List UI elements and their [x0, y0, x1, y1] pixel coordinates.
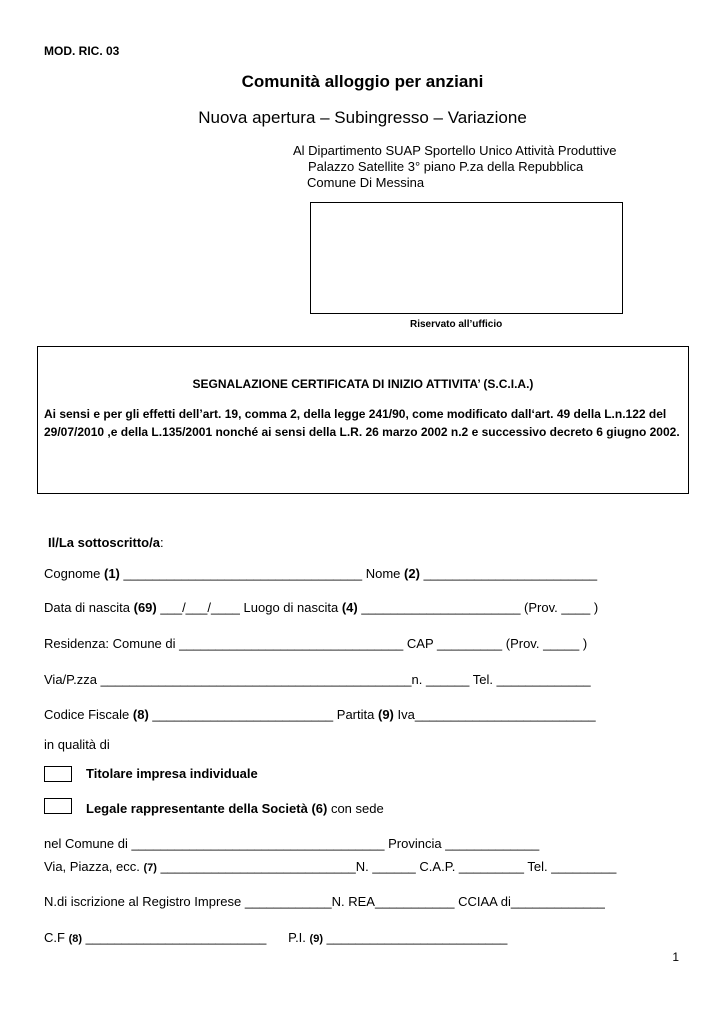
prov-nascita-field[interactable]: (Prov. ____ ) — [524, 600, 599, 615]
comune-field[interactable]: ___________________________________ — [131, 836, 385, 851]
data-nascita-field[interactable]: ___/___/____ — [160, 600, 240, 615]
tel-field[interactable]: _____________ — [496, 672, 591, 687]
row-sede-via — [44, 859, 616, 874]
ref-9: (9) — [377, 707, 394, 722]
pi-field[interactable]: _________________________ — [326, 930, 508, 945]
residenza-field[interactable]: _______________________________ — [179, 636, 404, 651]
legale-row — [86, 801, 384, 816]
registro-field[interactable]: ____________ — [244, 894, 332, 909]
row-residenza — [44, 636, 587, 651]
cap-field[interactable]: _________ — [437, 636, 503, 651]
office-use-box — [310, 202, 623, 314]
titolare-label: Titolare impresa individuale — [86, 766, 258, 781]
ref-1: (1) — [104, 566, 120, 581]
data-nascita-label: Data di nascita — [44, 600, 130, 615]
codice-fiscale-field[interactable]: _________________________ — [152, 707, 334, 722]
row-codice-fiscale — [44, 707, 596, 722]
ref-7: (7) — [143, 862, 157, 874]
sede-numero-field[interactable]: N. ______ — [355, 859, 416, 874]
sede-via-field[interactable]: ___________________________ — [160, 859, 356, 874]
cognome-field[interactable]: _________________________________ — [123, 566, 363, 581]
scia-box — [37, 346, 689, 494]
page-subtitle: Nuova apertura – Subingresso – Variazione — [198, 108, 527, 127]
address-line-2: Palazzo Satellite 3° piano P.za della Repubblica — [308, 159, 584, 174]
luogo-nascita-label: Luogo di nascita — [243, 600, 339, 615]
sede-via-label: Via, Piazza, ecc. — [44, 859, 140, 874]
numero-label: n. — [411, 672, 423, 687]
titolare-checkbox[interactable] — [44, 766, 72, 782]
cognome-label: Cognome — [44, 566, 101, 581]
ref-4: (4) — [341, 600, 358, 615]
cf2-field[interactable]: _________________________ — [85, 930, 267, 945]
ref-69: (69) — [133, 600, 157, 615]
sede-cap-field[interactable]: C.A.P. _________ — [419, 859, 524, 874]
qualita-label: in qualità di — [44, 737, 110, 752]
ref-8: (8) — [132, 707, 149, 722]
nome-label: Nome — [365, 566, 401, 581]
iva-label: Iva — [397, 707, 415, 722]
rea-field[interactable]: N. REA___________ — [331, 894, 455, 909]
row-nascita — [44, 600, 598, 615]
codice-fiscale-label: Codice Fiscale — [44, 707, 130, 722]
sede-tel-field[interactable]: Tel. _________ — [527, 859, 617, 874]
via-label: Via/P.zza — [44, 672, 98, 687]
numero-field[interactable]: ______ — [426, 672, 470, 687]
cap-label: CAP — [406, 636, 434, 651]
ref-6: (6) — [311, 801, 328, 816]
pi-label: P.I. — [288, 930, 306, 945]
iva-field[interactable]: _________________________ — [414, 707, 596, 722]
form-code: MOD. RIC. 03 — [44, 44, 120, 58]
tel-label: Tel. — [472, 672, 494, 687]
intro-text: Il/La sottoscritto/a — [48, 535, 160, 550]
pi-ref: (9) — [309, 933, 323, 945]
scia-legal-text: Ai sensi e per gli effetti dell’art. 19, comma 2, della legge 241/90, come modificato dall‘art. 49 della L.n.122 del 29/07/2010 ,e della L.135/2001 nonché ai sensi della L.R. 26 marzo 2002 n.2 e successivo decreto 6 giugno 2002. — [44, 407, 680, 439]
via-field[interactable]: ___________________________________________ — [100, 672, 412, 687]
provincia-field[interactable]: _____________ — [445, 836, 540, 851]
prov-residenza-field[interactable]: (Prov. _____ ) — [505, 636, 588, 651]
row-comune — [44, 836, 539, 851]
office-use-label: Riservato all’ufficio — [410, 319, 503, 330]
row-via — [44, 672, 591, 687]
row-registro — [44, 894, 605, 909]
intro-label: Il/La sottoscritto/a: — [48, 535, 164, 550]
row-cf-pi — [44, 930, 507, 945]
legale-checkbox[interactable] — [44, 798, 72, 814]
row-cognome-nome — [44, 566, 597, 581]
comune-label: nel Comune di — [44, 836, 128, 851]
luogo-nascita-field[interactable]: ______________________ — [361, 600, 521, 615]
partita-label: Partita — [336, 707, 375, 722]
provincia-label: Provincia — [388, 836, 442, 851]
ref-2: (2) — [404, 566, 420, 581]
registro-label: N.di iscrizione al Registro Imprese — [44, 894, 242, 909]
address-line-3: Comune Di Messina — [307, 175, 425, 190]
cf2-ref: (8) — [68, 933, 83, 945]
cf2-label: C.F — [44, 930, 65, 945]
con-sede-label: con sede — [330, 801, 384, 816]
page-number: 1 — [672, 950, 679, 964]
scia-title: SEGNALAZIONE CERTIFICATA DI INIZIO ATTIVITA’ (S.C.I.A.) — [192, 377, 534, 391]
cciaa-field[interactable]: CCIAA di_____________ — [458, 894, 605, 909]
address-line-1: Al Dipartimento SUAP Sportello Unico Attività Produttive — [293, 143, 617, 158]
legale-label: Legale rappresentante della Società — [86, 801, 308, 816]
residenza-label: Residenza: Comune di — [44, 636, 176, 651]
page-title: Comunità alloggio per anziani — [241, 72, 484, 91]
nome-field[interactable]: ________________________ — [423, 566, 598, 581]
